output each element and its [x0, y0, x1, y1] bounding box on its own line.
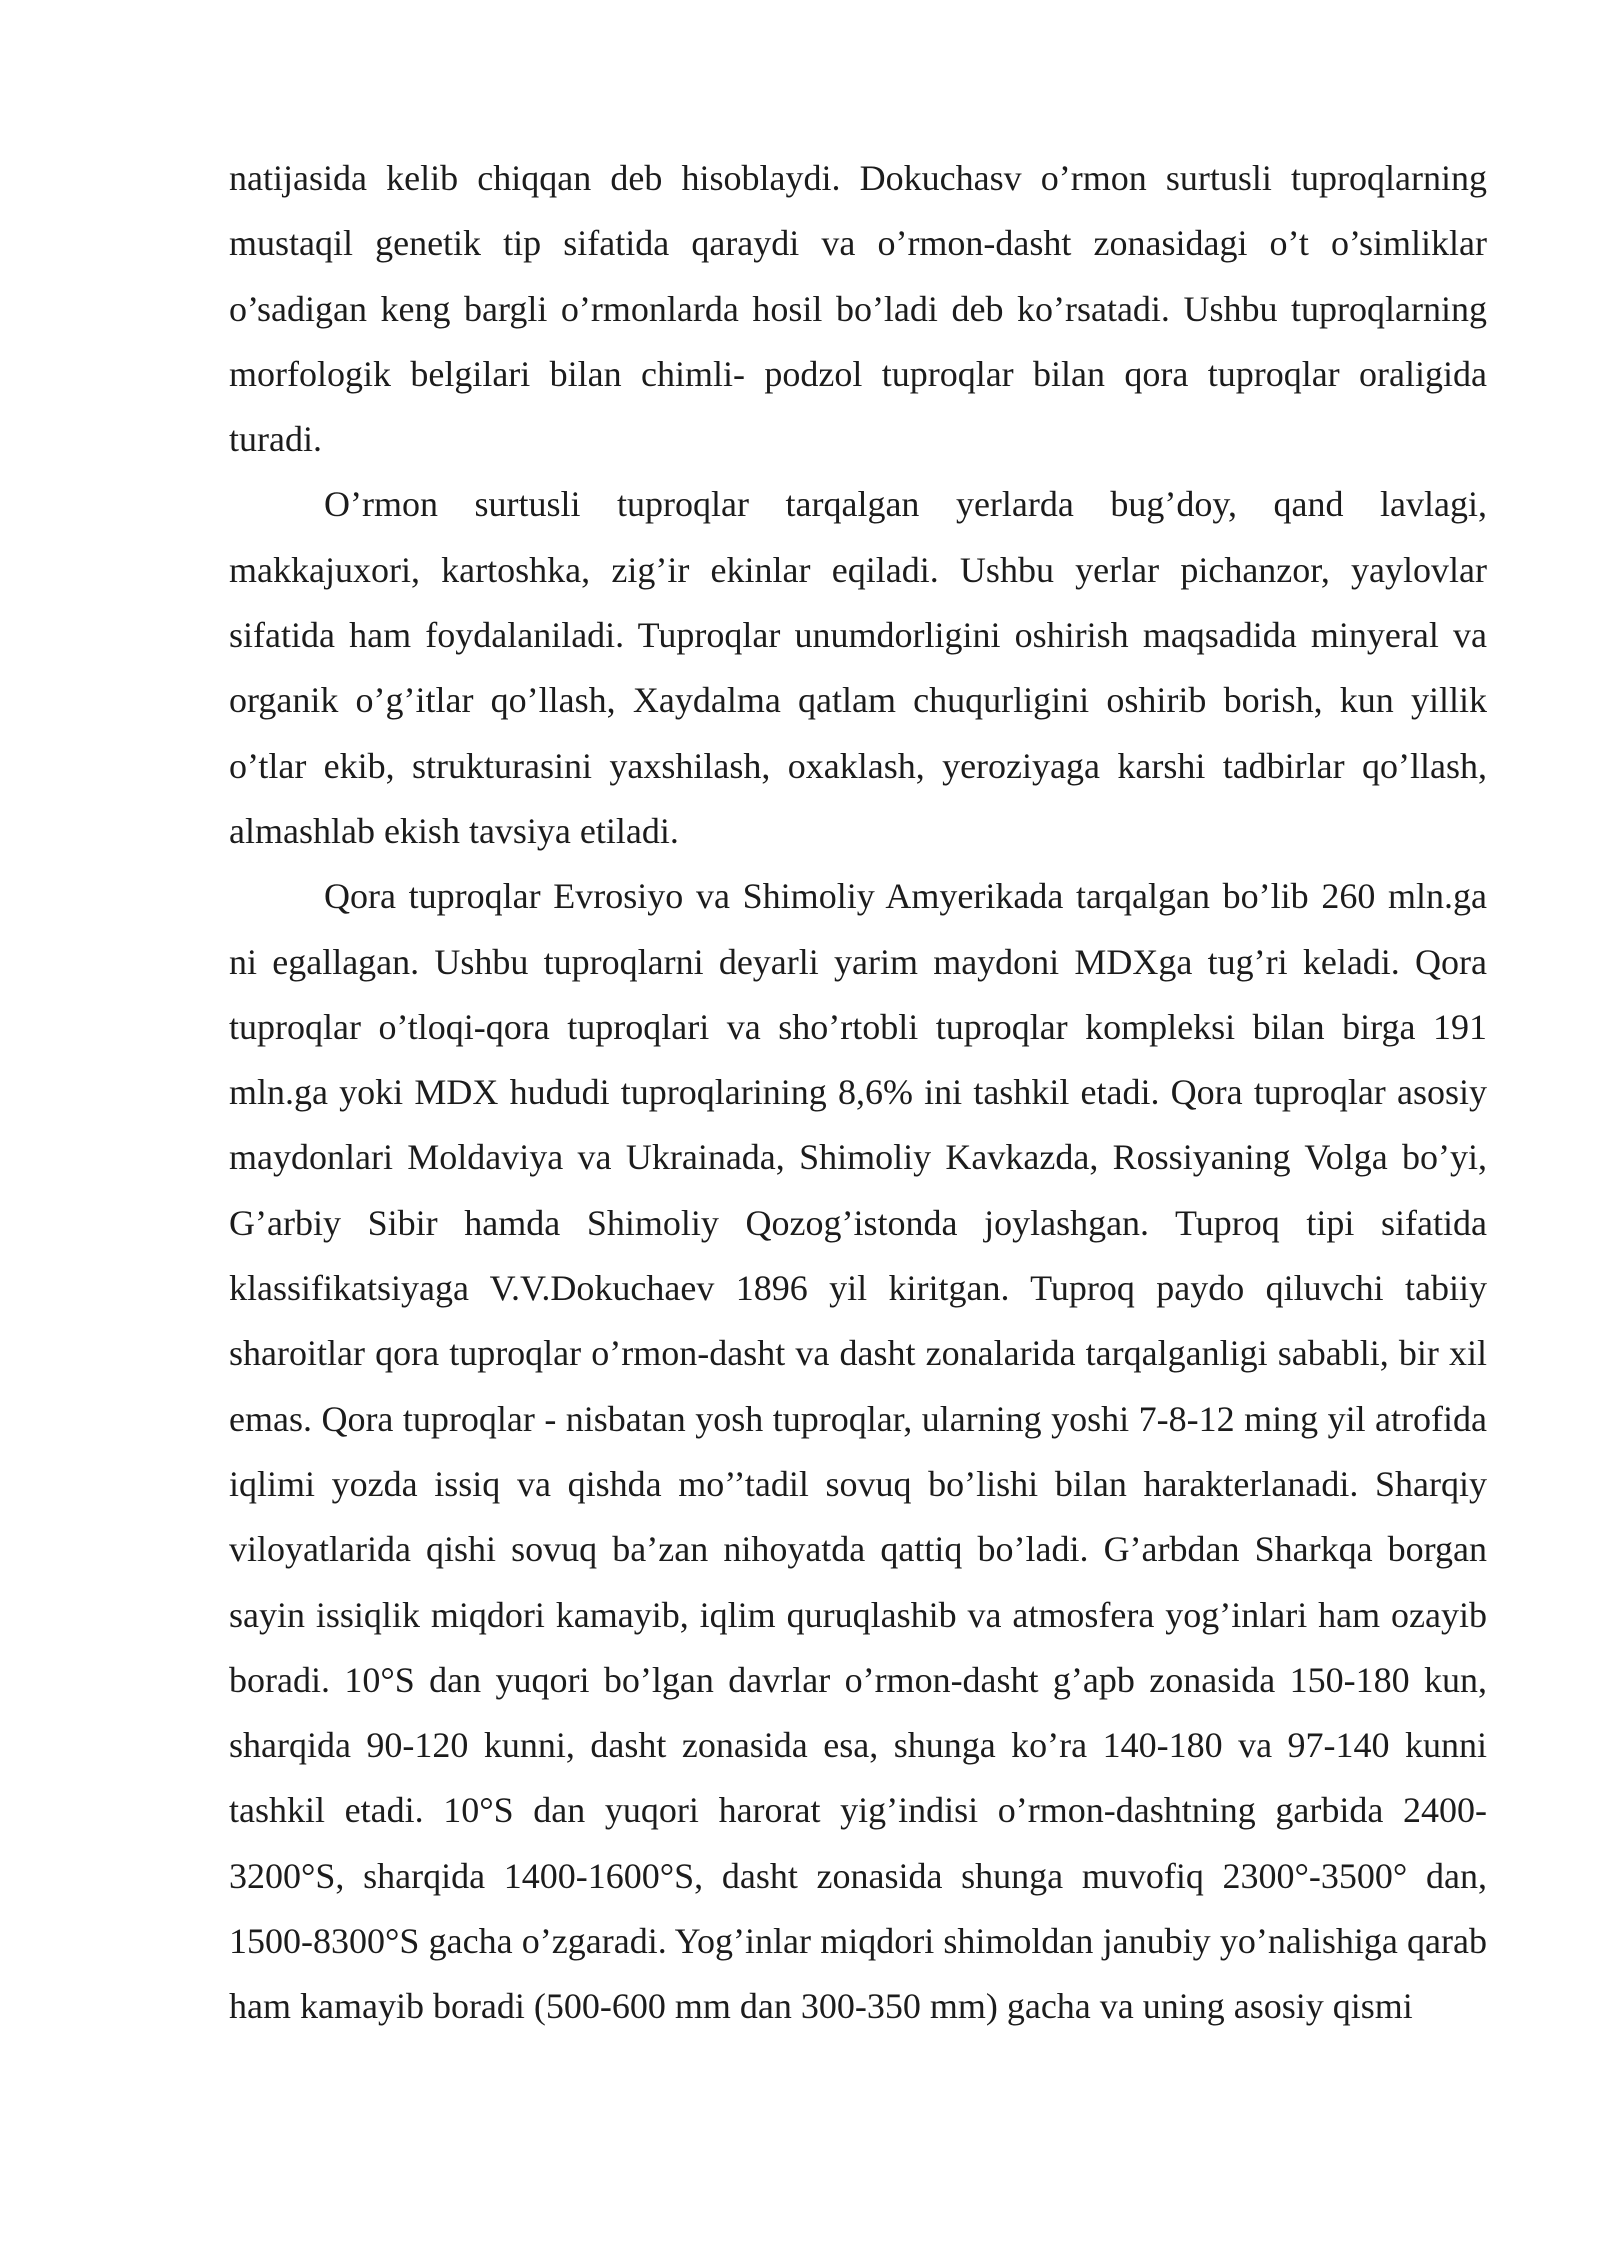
- paragraph-forest-soils-usage: O’rmon surtusli tuproqlar tarqalgan yerlarda bug’doy, qand lavlagi, makkajuxori, kartoshka, zig’ir ekinlar eqiladi. Ushbu yerlar pichanzor, yaylovlar sifatida ham foydalaniladi. Tuproqlar unumdorligini oshirish maqsadida minyeral va organik o’g’itlar qo’llash, Xaydalma qatlam chuqurligini oshirib borish, kun yillik o’tlar ekib, strukturasini yaxshilash, oxaklash, yeroziyaga karshi tadbirlar qo’llash, almashlab ekish tavsiya etiladi.: [229, 484, 1487, 851]
- paragraph-continuation: natijasida kelib chiqqan deb hisoblaydi. Dokuchasv o’rmon surtusli tuproqlarning mustaqil genetik tip sifatida qaraydi va o’rmon-dasht zonasidagi o’t o’simliklar o’sadigan keng bargli o’rmonlarda hosil bo’ladi deb ko’rsatadi. Ushbu tuproqlarning morfologik belgilari bilan chimli- podzol tuproqlar bilan qora tuproqlar oraligida turadi.: [229, 158, 1487, 460]
- document-body: [229, 146, 1487, 2040]
- paragraph-black-soils: Qora tuproqlar Evrosiyo va Shimoliy Amyerikada tarqalgan bo’lib 260 mln.ga ni egallagan. Ushbu tuproqlarni deyarli yarim maydoni MDXga tug’ri keladi. Qora tuproqlar o’tloqi-qora tuproqlari va sho’rtobli tuproqlar kompleksi bilan birga 191 mln.ga yoki MDX hududi tuproqlarining 8,6% ini tashkil etadi. Qora tuproqlar asosiy maydonlari Moldaviya va Ukrainada, Shimoliy Kavkazda, Rossiyaning Volga bo’yi, G’arbiy Sibir hamda Shimoliy Qozog’istonda joylashgan. Tuproq tipi sifatida klassifikatsiyaga V.V.Dokuchaev 1896 yil kiritgan. Tuproq paydo qiluvchi tabiiy sharoitlar qora tuproqlar o’rmon-dasht va dasht zonalarida tarqalganligi sababli, bir xil emas. Qora tuproqlar - nisbatan yosh tuproqlar, ularning yoshi 7-8-12 ming yil atrofida iqlimi yozda issiq va qishda mo’’tadil sovuq bo’lishi bilan harakterlanadi. Sharqiy viloyatlarida qishi sovuq ba’zan nihoyatda qattiq bo’ladi. G’arbdan Sharkqa borgan sayin issiqlik miqdori kamayib, iqlim quruqlashib va atmosfera yog’inlari ham ozayib boradi. 10°S dan yuqori bo’lgan davrlar o’rmon-dasht g’apb zonasida 150-180 kun, sharqida 90-120 kunni, dasht zonasida esa, shunga ko’ra 140-180 va 97-140 kunni tashkil etadi. 10°S dan yuqori harorat yig’indisi o’rmon-dashtning garbida 2400- 3200°S, sharqida 1400-1600°S, dasht zonasida shunga muvofiq 2300°-3500° dan, 1500-8300°S gacha o’zgaradi. Yog’inlar miqdori shimoldan janubiy yo’nalishiga qarab ham kamayib boradi (500-600 mm dan 300-350 mm) gacha va uning asosiy qismi: [229, 876, 1487, 2027]
